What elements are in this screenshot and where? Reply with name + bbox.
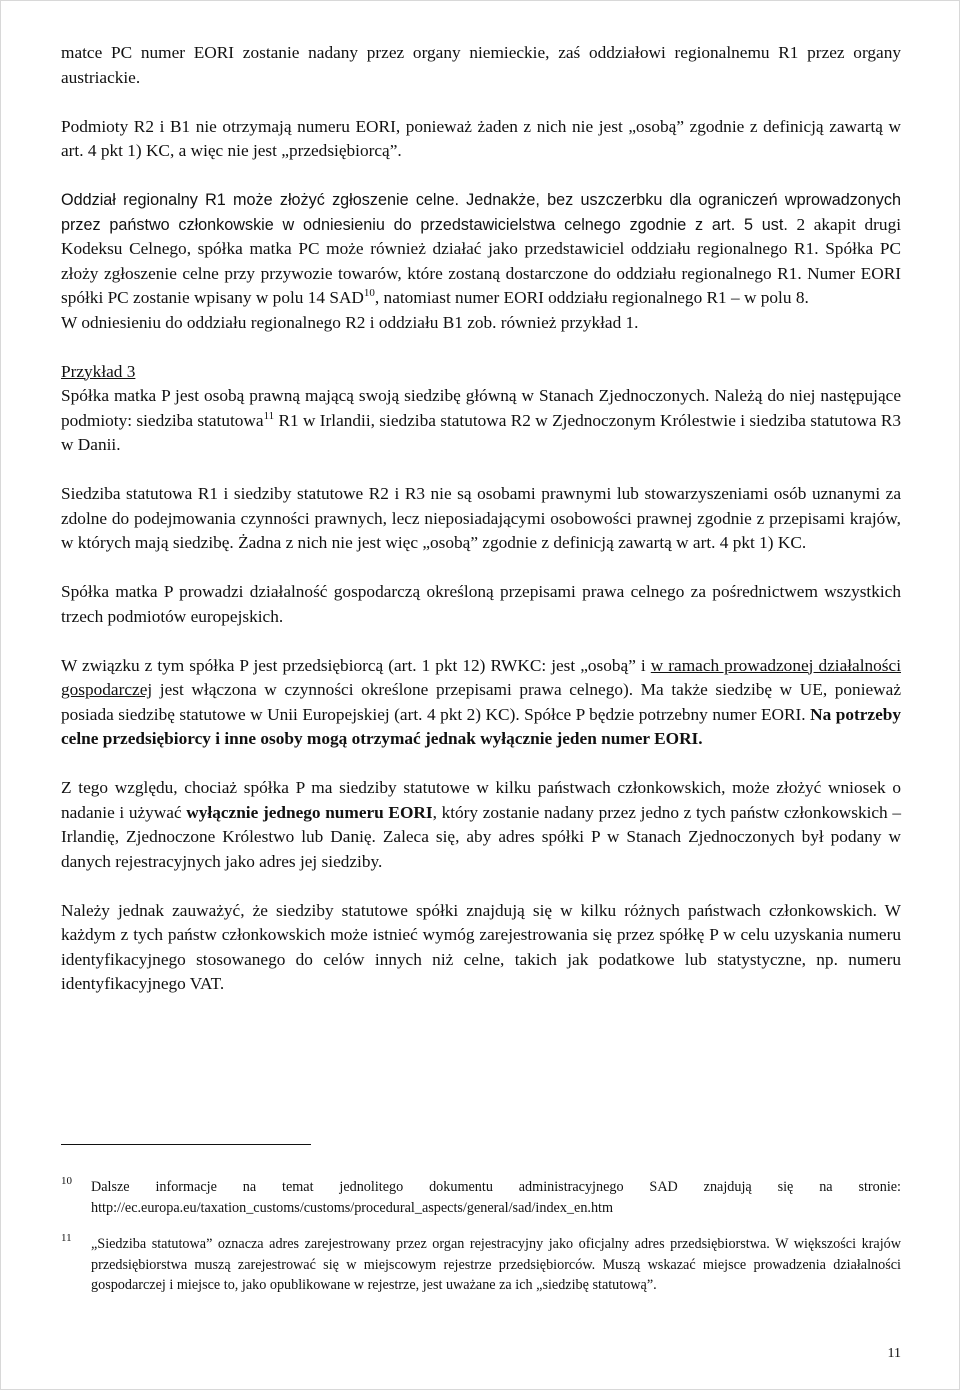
example-heading-text: Przykład 3 bbox=[61, 361, 136, 381]
footnote-number: 10 bbox=[61, 1175, 72, 1187]
paragraph-8-underlined: w ramach prowadzonej działalności gospodarczej bbox=[61, 655, 902, 699]
footnote-ref-11: 11 bbox=[263, 409, 275, 422]
footnote-number: 11 bbox=[61, 1232, 72, 1244]
paragraph-5 bbox=[61, 384, 901, 458]
paragraph-3-tail-a: 2 akapit drugi Kodeksu Celnego, spółka matka PC może również działać jako przedstawiciel oddziału regionalnego R1. Spółka PC złoży zgłoszenie celne przy przywozie towarów, które zostaną dostarczone do oddziału regionalnego R1. Numer EORI spółki PC zostanie wpisany w polu 14 SAD bbox=[61, 214, 902, 307]
paragraph-1: matce PC numer EORI zostanie nadany przez organy niemieckie, zaś oddziałowi regionalnemu R1 przez organy austriackie. bbox=[61, 43, 901, 87]
paragraph-8-a: W związku z tym spółka P jest przedsiębiorcą (art. 1 pkt 12) RWKC: jest „osobą” i bbox=[61, 655, 651, 675]
paragraph-3 bbox=[61, 188, 901, 311]
paragraph-6: Siedziba statutowa R1 i siedziby statutowe R2 i R3 nie są osobami prawnymi lub stowarzyszeniami osób uznanymi za zdolne do podejmowania czynności prawnych, lecz nieposiadającymi osobowości prawnej zgodnie z przepisami krajów, w których mają siedzibę. Żadna z nich nie jest więc „osobą” zgodnie z definicją zawartą w art. 4 pkt 1) KC. bbox=[61, 484, 901, 552]
paragraph-8-b: jest włączona w czynności określone przepisami prawa celnego). Ma także siedzibę w UE, ponieważ posiada siedzibę statutowe w Unii Europejskiej (art. 4 pkt 2) KC). Spółce P będzie potrzebny numer EORI. bbox=[61, 680, 901, 724]
footnote-10 bbox=[61, 1177, 901, 1218]
paragraph-9 bbox=[61, 776, 901, 874]
footnotes bbox=[61, 1177, 901, 1312]
footnote-text: „Siedziba statutowa” oznacza adres zarejestrowany przez organ rejestracyjny jako oficjalny adres przedsiębiorstwa. W większości krajów przedsiębiorstwa muszą zarejestrować się w miejscowym rejestrze przedsiębiorców. Muszą wskazać miejsce prowadzenia działalności gospodarczej i miejsce to, jako opublikowane w rejestrze, jest uważane za ich „siedzibę statutową”. bbox=[91, 1236, 901, 1293]
paragraph-10: Należy jednak zauważyć, że siedziby statutowe spółki znajdują się w kilku różnych państwach członkowskich. W każdym z tych państw członkowskich może istnieć wymóg zarejestrowania się przez spółkę P w celu uzyskania numeru identyfikacyjnego stosowanego do celów innych niż celne, takich jak podatkowe lub statystyczne, np. numeru identyfikacyjnego VAT. bbox=[61, 900, 901, 993]
paragraph-9-bold: wyłącznie jednego numeru EORI bbox=[186, 802, 433, 822]
paragraph-9-b: , który zostanie nadany przez jedno z tych państw członkowskich – Irlandię, Zjednoczone Królestwo lub Danię. Zaleca się, aby adres spółki P w Stanach Zjednoczonych był podany w danych rejestracyjnych jako adres jej siedziby. bbox=[61, 802, 901, 871]
paragraph-8 bbox=[61, 654, 901, 752]
paragraph-5-a: Spółka matka P jest osobą prawną mającą swoją siedzibę główną w Stanach Zjednoczonych. Należą do niej następujące podmioty: siedziba statutowa bbox=[61, 386, 901, 430]
footnote-text: Dalsze informacje na temat jednolitego dokumentu administracyjnego SAD znajdują się na stronie: http://ec.europa.eu/taxation_customs/customs/procedural_aspects/general/sad/index_en.htm bbox=[91, 1179, 901, 1216]
paragraph-4: W odniesieniu do oddziału regionalnego R2 i oddziału B1 zob. również przykład 1. bbox=[61, 312, 639, 332]
example-heading bbox=[61, 360, 901, 385]
footnote-ref-10: 10 bbox=[363, 287, 375, 300]
paragraph-9-a: Z tego względu, chociaż spółka P ma siedziby statutowe w kilku państwach członkowskich, może złożyć wniosek o nadanie i używać bbox=[61, 778, 901, 822]
page-number: 11 bbox=[887, 1346, 901, 1361]
paragraph-3-lead: Oddział regionalny R1 może złożyć zgłoszenie celne. bbox=[61, 191, 460, 209]
paragraph-3-tail-b: , natomiast numer EORI oddziału regionalnego R1 – w polu 8. bbox=[374, 288, 809, 307]
paragraph-5-b: R1 w Irlandii, siedziba statutowa R2 w Zjednoczonym Królestwie i siedziba statutowa R3 w Danii. bbox=[61, 410, 902, 454]
footnote-11 bbox=[61, 1234, 901, 1296]
paragraph-8-bold: Na potrzeby celne przedsiębiorcy i inne osoby mogą otrzymać jednak wyłącznie jeden numer EORI. bbox=[61, 704, 901, 748]
paragraph-3-rest: Jednakże, bez uszczerbku dla ograniczeń wprowadzonych przez państwo członkowskie w odniesieniu do przedstawicielstwa celnego zgodnie z art. 5 ust. bbox=[61, 191, 901, 234]
paragraph-2: Podmioty R2 i B1 nie otrzymają numeru EORI, ponieważ żaden z nich nie jest „osobą” zgodnie z definicją zawartą w art. 4 pkt 1) KC, a więc nie jest „przedsiębiorcą”. bbox=[61, 116, 901, 160]
body-text bbox=[61, 41, 901, 1021]
footnote-separator bbox=[61, 1144, 311, 1145]
paragraph-7: Spółka matka P prowadzi działalność gospodarczą określoną przepisami prawa celnego za pośrednictwem wszystkich trzech podmiotów europejskich. bbox=[61, 582, 901, 626]
